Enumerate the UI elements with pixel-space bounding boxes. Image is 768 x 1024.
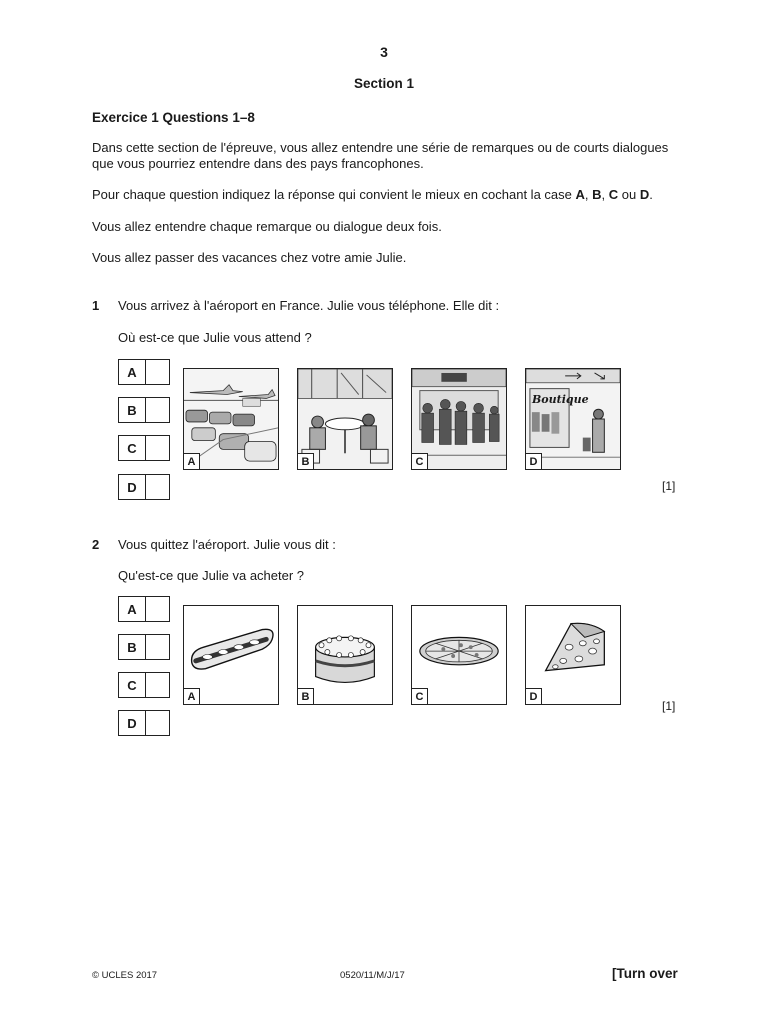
q1-picture-c: C [411,368,507,470]
q2-checkbox-a[interactable]: A [118,596,170,622]
q2-picture-c: C [411,605,507,705]
q1-checkbox-d[interactable]: D [118,474,170,500]
q1-checkbox-b[interactable]: B [118,397,170,423]
question-1-number: 1 [92,298,100,313]
question-2-text: Vous quittez l'aéroport. Julie vous dit : [118,537,336,552]
q2-checkbox-d[interactable]: D [118,710,170,736]
section-title: Section 1 [353,76,415,91]
instruction-intro: Dans cette section de l'épreuve, vous allez entendre une série de remarques ou de courts dialogues que vous pourriez entendre dans des pays francophones. [92,140,669,171]
q1-picture-a: A [183,368,279,470]
exercise-title: Exercice 1 Questions 1–8 [92,110,255,125]
page-number: 3 [380,44,388,60]
q2-picture-d: D [525,605,621,705]
instruction-repeat: Vous allez entendre chaque remarque ou dialogue deux fois. [92,219,442,234]
question-1-marks: [1] [662,479,676,493]
footer-copyright: © UCLES 2017 [92,970,158,981]
footer-code: 0520/11/M/J/17 [340,970,405,981]
turn-over-label: [Turn over [612,966,678,981]
q2-checkbox-c[interactable]: C [118,672,170,698]
question-2-marks: [1] [662,699,676,713]
shop-sign: Boutique [532,393,589,406]
q2-picture-b: B [297,605,393,705]
instruction-context: Vous allez passer des vacances chez votre amie Julie. [92,250,407,265]
q2-picture-a: A [183,605,279,705]
question-1-text: Vous arrivez à l'aéroport en France. Julie vous téléphone. Elle dit : [118,298,500,313]
question-2-prompt: Qu'est-ce que Julie va acheter ? [118,568,305,583]
instruction-tick: Pour chaque question indiquez la réponse qui convient le mieux en cochant la case A, B, C ou D. [92,187,653,202]
q1-checkbox-a[interactable]: A [118,359,170,385]
q1-checkbox-c[interactable]: C [118,435,170,461]
q1-picture-b: B [297,368,393,470]
question-2-number: 2 [92,537,100,552]
question-1-prompt: Où est-ce que Julie vous attend ? [118,330,312,345]
q2-checkbox-b[interactable]: B [118,634,170,660]
q1-picture-d: Boutique D [525,368,621,470]
